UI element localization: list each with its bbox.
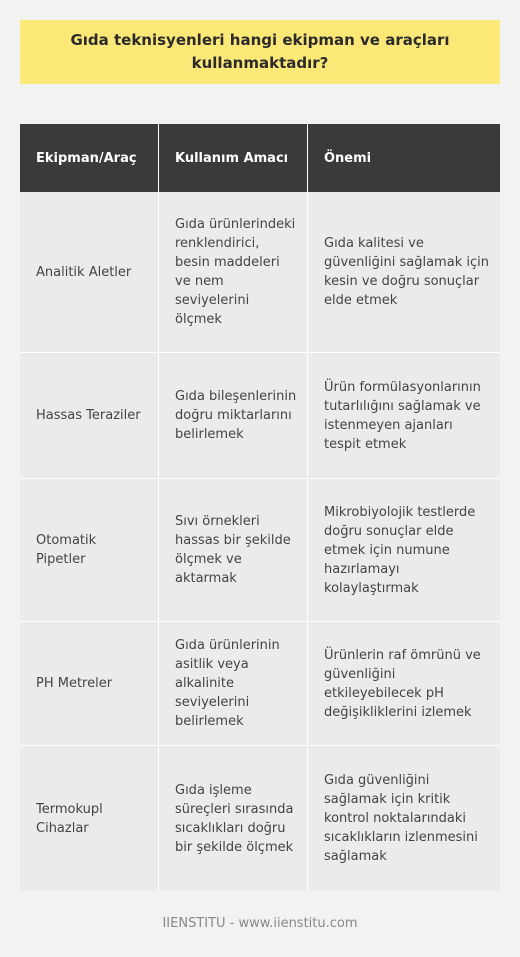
equipment-table [20,124,500,891]
table-row [20,479,500,622]
header-importance: Önemi [324,150,372,166]
header-equipment: Ekipman/Araç [20,124,159,192]
cell-importance: Ürün formülasyonlarının tutarlılığını sağlamak ve istenmeyen ajanları tespit etmek [324,379,481,452]
cell-equipment: Hassas Teraziler [20,353,159,478]
cell-purpose: Gıda ürünlerinin asitlik veya alkalinite seviyelerini belirlemek [159,622,308,745]
cell-purpose: Sıvı örnekleri hassas bir şekilde ölçmek ve aktarmak [159,479,308,621]
page-title: Gıda teknisyenleri hangi ekipman ve araçları kullanmaktadır? [70,31,450,72]
table-row [20,746,500,891]
table-row [20,192,500,353]
cell-equipment: Analitik Aletler [20,192,159,352]
cell-importance: Mikrobiyolojik testlerde doğru sonuçlar elde etmek için numune hazırlamayı kolaylaştırmak [324,504,476,596]
cell-equipment: Otomatik Pipetler [20,479,159,621]
footer-credit: IIENSTITU - www.iienstitu.com [162,916,358,931]
cell-equipment: PH Metreler [20,622,159,745]
cell-importance: Gıda kalitesi ve güvenliğini sağlamak için kesin ve doğru sonuçlar elde etmek [324,236,489,308]
header-purpose: Kullanım Amacı [159,124,308,192]
cell-purpose: Gıda ürünlerindeki renklendirici, besin maddeleri ve nem seviyelerini ölçmek [159,192,308,352]
title-banner [20,20,500,84]
cell-purpose: Gıda bileşenlerinin doğru miktarlarını belirlemek [159,353,308,478]
cell-importance: Ürünlerin raf ömrünü ve güvenliğini etkileyebilecek pH değişikliklerini izlemek [324,647,481,720]
cell-equipment: Termokupl Cihazlar [20,746,159,891]
table-header-row [20,124,500,192]
cell-purpose: Gıda işleme süreçleri sırasında sıcaklıkları doğru bir şekilde ölçmek [159,746,308,891]
table-row [20,353,500,479]
cell-importance: Gıda güvenliğini sağlamak için kritik kontrol noktalarındaki sıcaklıkların izlenmesini sağlamak [324,773,478,864]
table-row [20,622,500,746]
